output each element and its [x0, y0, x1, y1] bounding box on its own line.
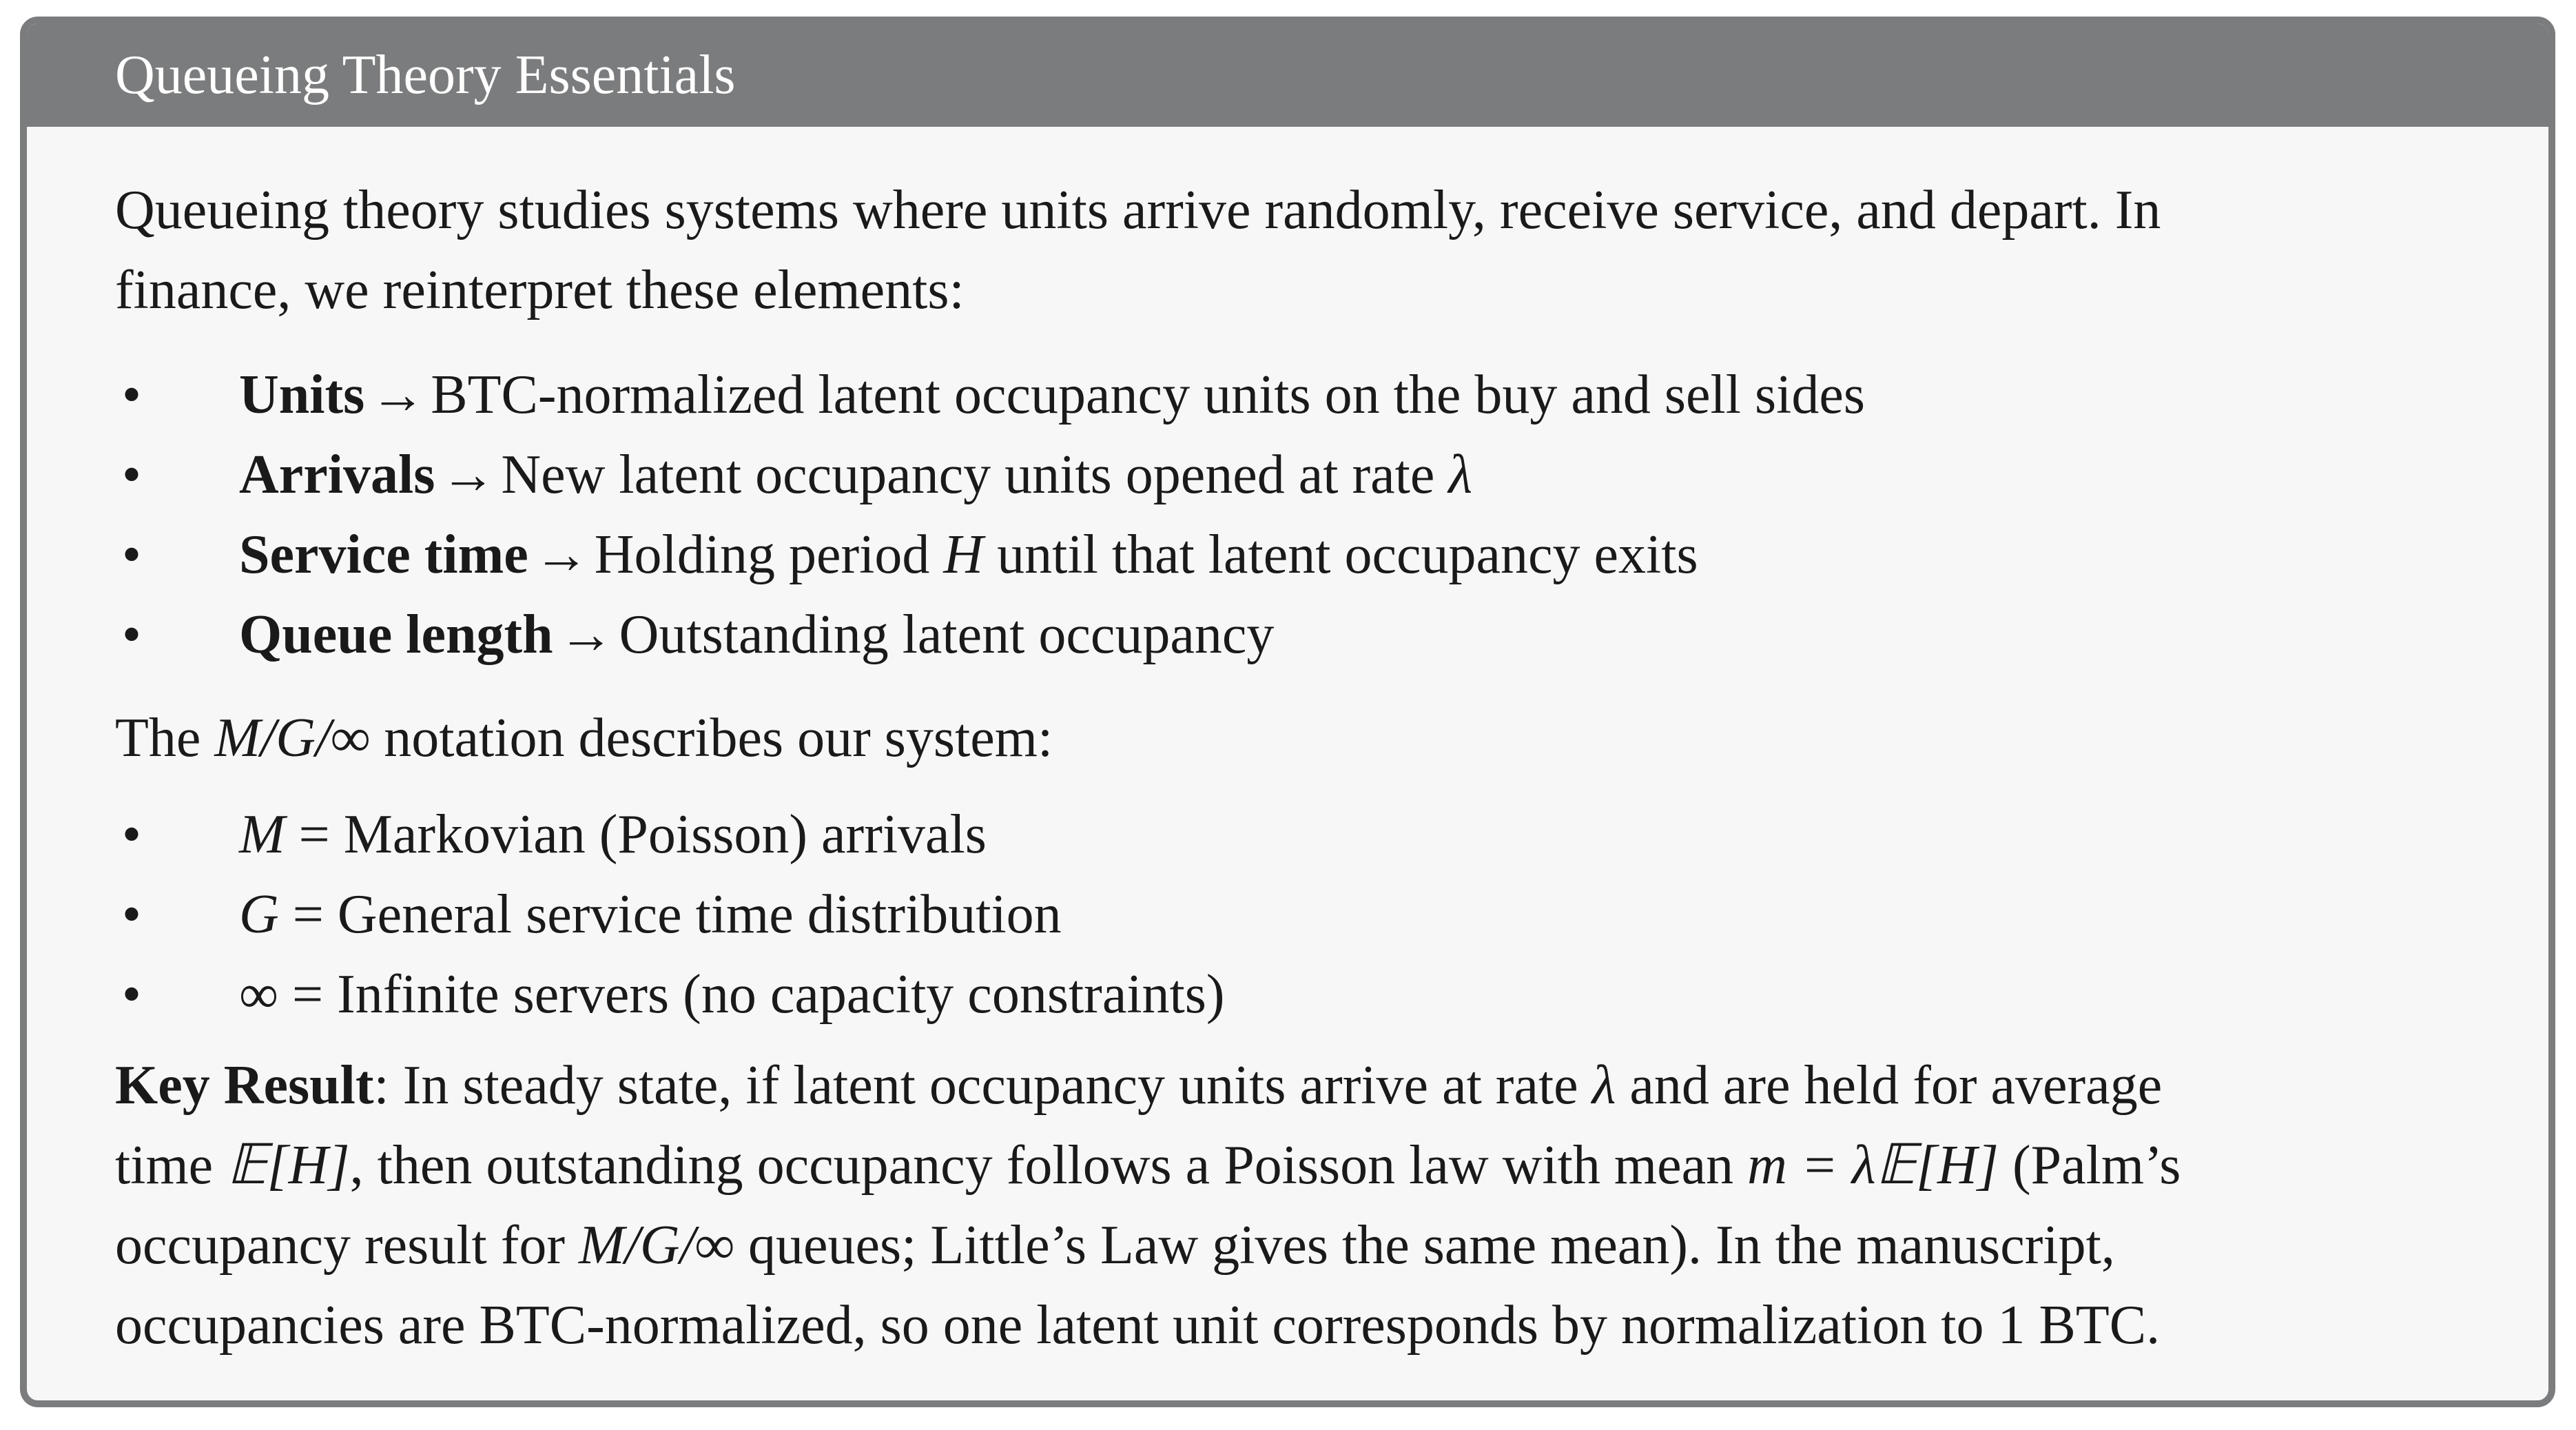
key-result-label: Key Result	[115, 1055, 374, 1116]
intro-paragraph	[115, 170, 2467, 330]
list-item	[115, 595, 2467, 675]
key-result-text: queues; Little’s Law gives the same mean). In the manuscript,	[734, 1215, 2115, 1276]
key-result-text: occupancies are BTC-normalized, so one latent unit corresponds by normalization to 1 BTC.	[115, 1295, 2161, 1356]
list-item	[115, 515, 2467, 595]
list-item	[115, 355, 2467, 435]
bullet-icon: •	[122, 365, 142, 425]
mapping-desc-after: until that latent occupancy exits	[983, 524, 1698, 585]
intro-line-1: Queueing theory studies systems where units arrive randomly, receive service, and depart. In	[115, 180, 2161, 241]
term-service-time: Service time	[239, 524, 528, 585]
notation-intro-after: notation describes our system:	[370, 708, 1053, 768]
math-expectation-h: 𝔼[H]	[227, 1135, 350, 1196]
box-body	[27, 127, 2548, 1365]
notation-intro	[115, 698, 2467, 778]
math-mg-inf: M/G/∞	[214, 708, 371, 768]
math-h: H	[943, 524, 984, 585]
math-lambda: λ	[1591, 1055, 1616, 1116]
list-item	[115, 954, 2467, 1034]
bullet-icon: •	[122, 524, 142, 585]
list-item	[115, 875, 2467, 954]
box-title: Queueing Theory Essentials	[27, 23, 2548, 127]
bullet-icon: •	[122, 964, 142, 1025]
notation-intro-before: The	[115, 708, 215, 768]
math-symbol-m: M	[239, 804, 285, 865]
arrow-icon: →	[440, 445, 496, 505]
key-result-text: , then outstanding occupancy follows a Poisson law with mean	[349, 1135, 1748, 1196]
list-item	[115, 795, 2467, 875]
notation-desc: = Infinite servers (no capacity constraints)	[278, 964, 1225, 1025]
list-item	[115, 435, 2467, 515]
notation-list	[115, 795, 2467, 1034]
math-lambda: λ	[1448, 445, 1473, 505]
key-result-text: : In steady state, if latent occupancy units arrive at rate	[373, 1055, 1592, 1116]
bullet-icon: •	[122, 884, 142, 945]
key-result-text: and are held for average	[1616, 1055, 2163, 1116]
math-mean-formula: m = λ𝔼[H]	[1747, 1135, 1999, 1196]
term-arrivals: Arrivals	[239, 445, 435, 505]
math-mg-inf: M/G/∞	[579, 1215, 734, 1276]
notation-desc: = Markovian (Poisson) arrivals	[285, 804, 987, 865]
bullet-icon: •	[122, 445, 142, 505]
key-result-paragraph	[115, 1045, 2467, 1365]
key-result-text: occupancy result for	[115, 1215, 579, 1276]
key-result-text: time	[115, 1135, 227, 1196]
mapping-desc: New latent occupancy units opened at rate	[501, 445, 1449, 505]
bullet-icon: •	[122, 604, 142, 665]
arrow-icon: →	[558, 604, 614, 665]
mapping-desc: BTC-normalized latent occupancy units on the buy and sell sides	[431, 365, 1865, 425]
mapping-desc: Outstanding latent occupancy	[619, 604, 1275, 665]
term-units: Units	[239, 365, 365, 425]
key-result-text: (Palm’s	[1998, 1135, 2181, 1196]
math-symbol-infinity: ∞	[239, 964, 279, 1025]
math-symbol-g: G	[239, 884, 279, 945]
arrow-icon: →	[370, 365, 426, 425]
mapping-desc: Holding period	[594, 524, 944, 585]
intro-line-2: finance, we reinterpret these elements:	[115, 260, 965, 320]
notation-desc: = General service time distribution	[278, 884, 1062, 945]
term-queue-length: Queue length	[239, 604, 553, 665]
arrow-icon: →	[533, 524, 589, 585]
bullet-icon: •	[122, 804, 142, 865]
queueing-theory-box	[20, 17, 2555, 1407]
element-mapping-list	[115, 355, 2467, 675]
